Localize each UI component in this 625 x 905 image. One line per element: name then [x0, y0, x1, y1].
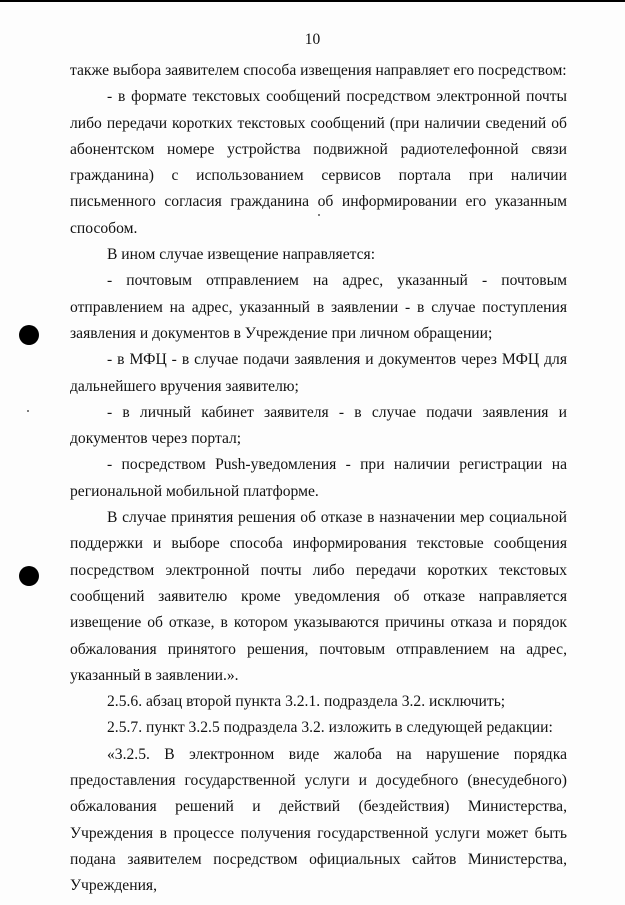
punch-hole-mark	[19, 325, 39, 345]
scan-speck	[27, 410, 29, 412]
paragraph: - в личный кабинет заявителя - в случае подачи заявления и документов через портал;	[70, 403, 567, 448]
scan-top-edge	[0, 0, 625, 2]
page-number: 10	[304, 31, 321, 48]
document-body	[70, 58, 567, 900]
paragraph: В ином случае извещение направляется:	[107, 246, 376, 264]
punch-hole-mark	[19, 566, 39, 586]
paragraph: также выбора заявителем способа извещения направляет его посредством:	[70, 62, 567, 79]
paragraph: - посредством Push-уведомления - при наличии регистрации на региональной мобильной платформе.	[70, 456, 567, 500]
paragraph: В случае принятия решения об отказе в назначении мер социальной поддержки и выборе способа информирования текстовые сообщения посредством электронной почты либо передачи коротких текстовых сообщений заявителю кроме уведомления об отказе направляется извещение об отказе, в котором указываются причины отказа и порядок обжалования принятого решения, почтовым отправлением на адрес, указанный в заявлении.».	[70, 509, 567, 684]
paragraph: «3.2.5. В электронном виде жалоба на нарушение порядка предоставления государственной услуги и досудебного (внесудебного) обжалования решений и действий (бездействия) Министерства, Учреждения в процессе получения государственной услуги может быть подана заявителем посредством официальных сайтов Министерства, Учреждения,	[70, 745, 567, 895]
paragraph: - в формате текстовых сообщений посредством электронной почты либо передачи коротких текстовых сообщений (при наличии сведений об абонентском номере устройства подвижной радиотелефонной связи гражданина) с использованием сервисов портала при наличии письменного согласия гражданина об информировании его указанным способом.	[70, 88, 567, 237]
paragraph: - почтовым отправлением на адрес, указанный - почтовым отправлением на адрес, указанный в заявлении - в случае поступления заявления и документов в Учреждение при личном обращении;	[70, 272, 567, 342]
paragraph: - в МФЦ - в случае подачи заявления и документов через МФЦ для дальнейшего вручения заявителю;	[70, 351, 567, 395]
paragraph: 2.5.6. абзац второй пункта 3.2.1. подраздела 3.2. исключить;	[107, 693, 506, 711]
paragraph: 2.5.7. пункт 3.2.5 подраздела 3.2. изложить в следующей редакции:	[107, 719, 553, 737]
